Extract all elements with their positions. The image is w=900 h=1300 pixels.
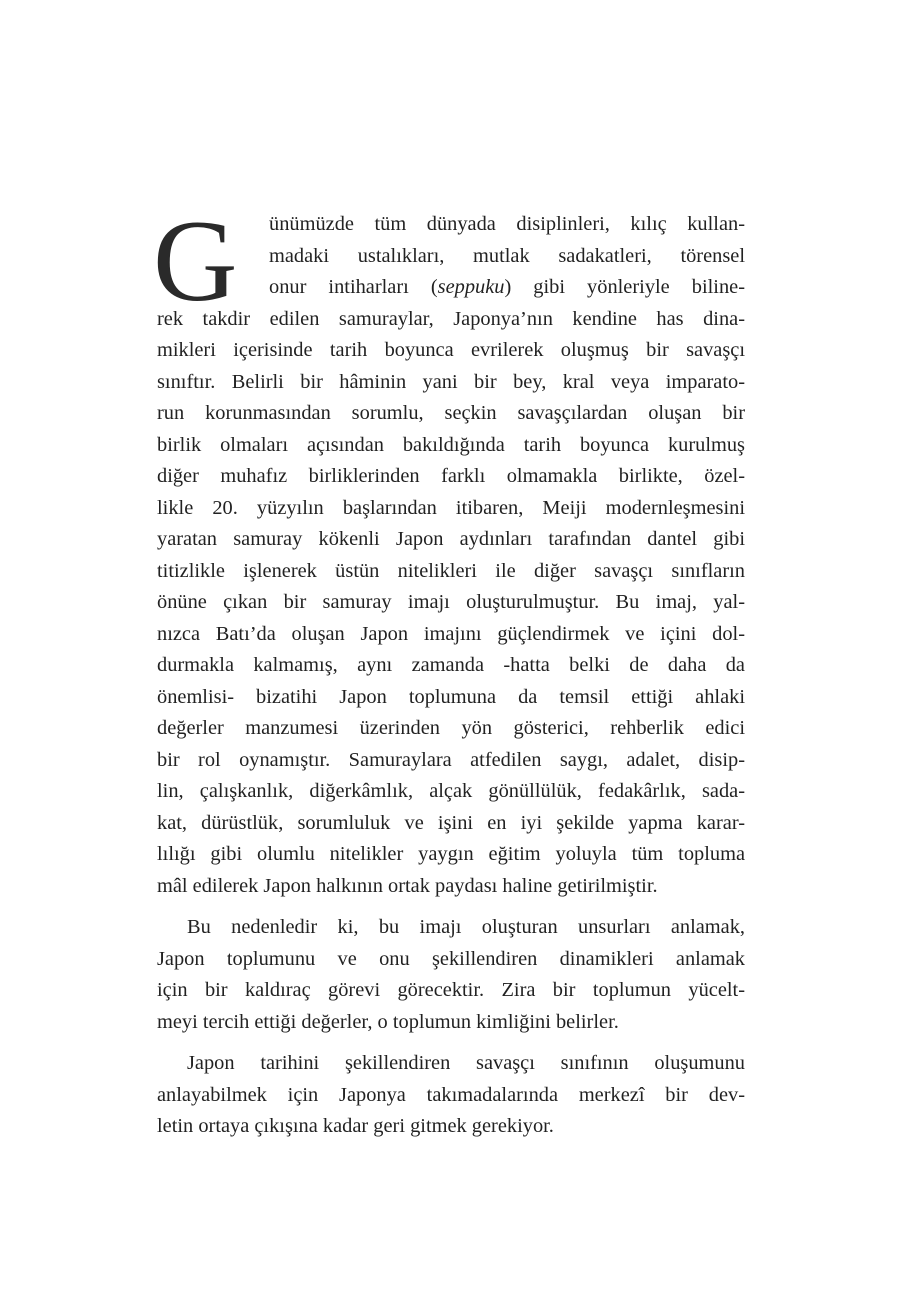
text-line: mikleri içerisinde tarih boyunca evrilerek oluşmuş bir savaşçı bbox=[157, 339, 745, 361]
text-line: madaki ustalıkları, mutlak sadakatleri, törensel bbox=[269, 244, 745, 267]
paragraph-2 bbox=[157, 912, 745, 1038]
text-line: anlayabilmek için Japonya takımadalarında merkezî bir dev- bbox=[157, 1083, 745, 1106]
text-line: mâl edilerek Japon halkının ortak paydası haline getirilmiştir. bbox=[157, 874, 658, 897]
text-line: diğer muhafız birliklerinden farklı olmamakla birlikte, özel- bbox=[157, 465, 745, 487]
text-line: önemlisi- bizatihi Japon toplumuna da temsil ettiği ahlaki bbox=[157, 685, 745, 708]
text-line: lin, çalışkanlık, diğerkâmlık, alçak gönüllülük, fedakârlık, sada- bbox=[157, 780, 745, 802]
italic-term: seppuku bbox=[437, 276, 505, 298]
paragraph-3 bbox=[157, 1048, 745, 1143]
text-line: değerler manzumesi üzerinden yön gösterici, rehberlik edici bbox=[157, 717, 745, 739]
body-text bbox=[153, 197, 745, 1143]
text-line: run korunmasından sorumlu, seçkin savaşçılardan oluşan bir bbox=[157, 402, 745, 424]
text-line: Bu nedenledir ki, bu imajı oluşturan unsurları anlamak, bbox=[187, 916, 745, 938]
text-line: likle 20. yüzyılın başlarından itibaren, Meiji modernleşmesini bbox=[157, 496, 745, 519]
text-line: titizlikle işlenerek üstün nitelikleri ile diğer savaşçı sınıfların bbox=[157, 559, 745, 582]
text-line: önüne çıkan bir samuray imajı oluşturulmuştur. Bu imaj, yal- bbox=[157, 591, 745, 613]
text-line: birlik olmaları açısından bakıldığında tarih boyunca kurulmuş bbox=[157, 433, 745, 456]
text-line: lılığı gibi olumlu nitelikler yaygın eğitim yoluyla tüm topluma bbox=[157, 843, 745, 865]
text-line: Japon toplumunu ve onu şekillendiren dinamikleri anlamak bbox=[157, 947, 745, 970]
text-line: nızca Batı’da oluşan Japon imajını güçlendirmek ve içini dol- bbox=[157, 622, 745, 645]
paragraph-1 bbox=[153, 197, 745, 902]
text-line: için bir kaldıraç görevi görecektir. Zira bir toplumun yücelt- bbox=[157, 979, 745, 1001]
text-line: Japon tarihini şekillendiren savaşçı sınıfının oluşumunu bbox=[187, 1052, 745, 1074]
text-line: meyi tercih ettiği değerler, o toplumun kimliğini belirler. bbox=[157, 1010, 619, 1033]
text-line: yaratan samuray kökenli Japon aydınları tarafından dantel gibi bbox=[157, 528, 745, 550]
text-line: ünümüzde tüm dünyada disiplinleri, kılıç kullan- bbox=[269, 213, 745, 235]
text-line: letin ortaya çıkışına kadar geri gitmek gerekiyor. bbox=[157, 1115, 554, 1137]
text-line: onur intiharları (seppuku) gibi yönleriyle biline- bbox=[269, 276, 745, 298]
text-line: bir rol oynamıştır. Samuraylara atfedilen saygı, adalet, disip- bbox=[157, 748, 745, 771]
text-line: rek takdir edilen samuraylar, Japonya’nın kendine has dina- bbox=[157, 307, 745, 330]
text-line: kat, dürüstlük, sorumluluk ve işini en iyi şekilde yapma karar- bbox=[157, 811, 745, 834]
text-line: sınıftır. Belirli bir hâminin yani bir bey, kral veya imparato- bbox=[157, 370, 745, 393]
text-line: durmakla kalmamış, aynı zamanda -hatta belki de daha da bbox=[157, 654, 745, 676]
drop-cap: G bbox=[153, 197, 238, 326]
